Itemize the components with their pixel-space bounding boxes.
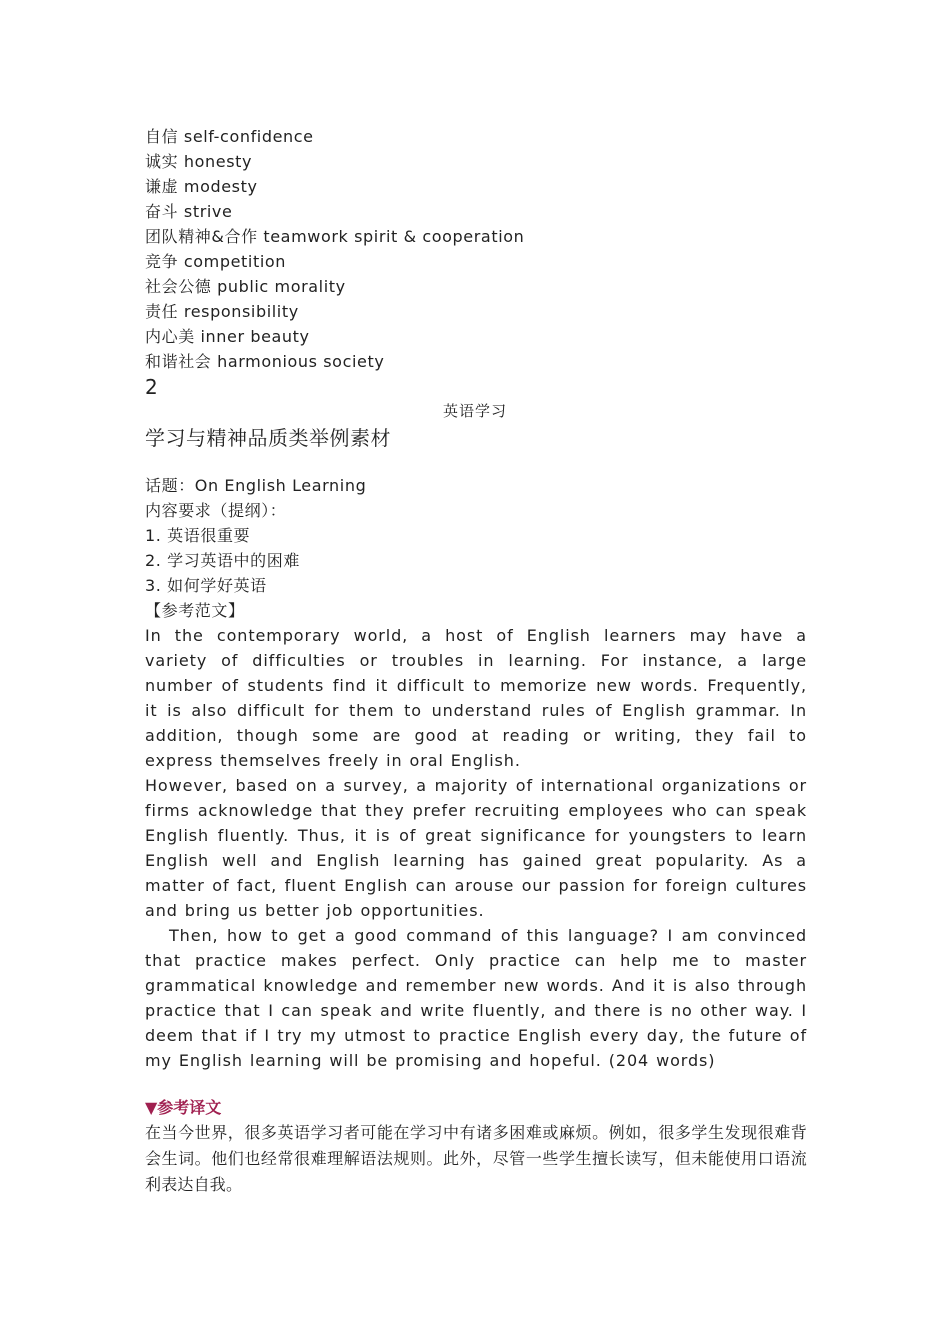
essay-paragraph: Then, how to get a good command of this language? I am convinced that practice makes perfect. Only practice can help me to master grammatical knowledge and remember new words. And it is also through practice that I can speak and write fluently, and there is no other way. I deem that if I try my utmost to practice English every day, the future of my English learning will be promising and hopeful. (204 words): [145, 926, 807, 1070]
spacer: [145, 453, 807, 473]
vocab-list: [145, 124, 807, 374]
document-page: [145, 124, 807, 1198]
vocab-item: 和谐社会 harmonious society: [145, 352, 385, 371]
vocab-item: 自信 self-confidence: [145, 127, 314, 146]
vocab-item: 谦虚 modesty: [145, 177, 258, 196]
section-title: 学习与精神品质类举例素材: [145, 426, 391, 450]
section-number: 2: [145, 375, 158, 399]
outline-heading: 内容要求（提纲）：: [145, 501, 287, 520]
vocab-item: 竞争 competition: [145, 252, 287, 271]
essay-paragraph: However, based on a survey, a majority of international organizations or firms acknowledge that they prefer recruiting employees who can speak English fluently. Thus, it is of great significance for youngsters to learn English well and English learning has gained great popularity. As a matter of fact, fluent English can arouse our passion for foreign cultures and bring us better job opportunities.: [145, 776, 807, 920]
translation-heading: ▼参考译文: [145, 1098, 222, 1117]
sample-heading: 【参考范文】: [145, 601, 245, 620]
spacer: [145, 1073, 807, 1095]
topic-line: 话题：On English Learning: [145, 476, 367, 495]
essay-paragraph: In the contemporary world, a host of English learners may have a variety of difficulties or troubles in learning. For instance, a large number of students find it difficult to memorize new words. Frequently, it is also difficult for them to understand rules of English grammar. In addition, though some are good at reading or writing, they fail to express themselves freely in oral English.: [145, 626, 807, 770]
section-label: 英语学习: [442, 402, 507, 420]
vocab-item: 团队精神&合作 teamwork spirit & cooperation: [145, 227, 525, 246]
vocab-item: 责任 responsibility: [145, 302, 299, 321]
outline-item: 3. 如何学好英语: [145, 576, 267, 595]
vocab-item: 社会公德 public morality: [145, 277, 346, 296]
essay: [145, 623, 807, 1073]
vocab-item: 诚实 honesty: [145, 152, 253, 171]
outline-item: 1. 英语很重要: [145, 526, 251, 545]
vocab-item: 内心美 inner beauty: [145, 327, 310, 346]
vocab-item: 奋斗 strive: [145, 202, 233, 221]
translation-paragraph: 在当今世界，很多英语学习者可能在学习中有诸多困难或麻烦。例如，很多学生发现很难背会生词。他们也经常很难理解语法规则。此外，尽管一些学生擅长读写，但未能使用口语流利表达自我。: [145, 1123, 807, 1194]
outline-item: 2. 学习英语中的困难: [145, 551, 300, 570]
